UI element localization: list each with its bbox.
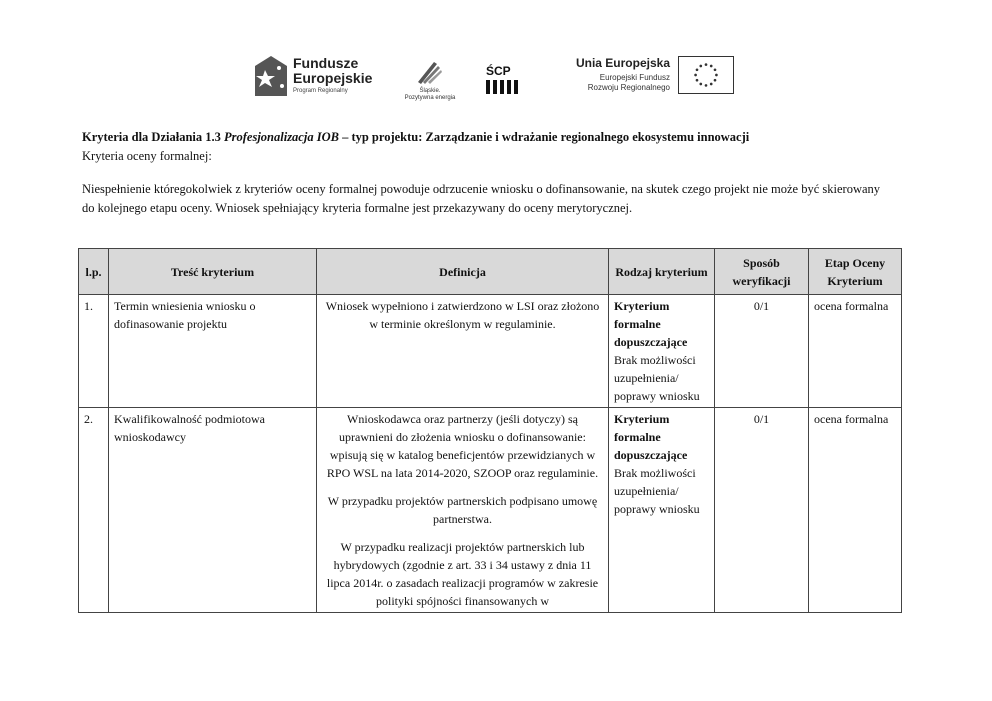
definicja-paragraph: Wnioskodawca oraz partnerzy (jeśli dotyczy) są uprawnieni do złożenia wniosku o dofinansowanie: wpisują się w katalog beneficjentów przewidzianych w RPO WSL na lata 2014-2020, SZOOP oraz regulaminie. xyxy=(326,412,599,480)
cell-sposob: 0/1 xyxy=(715,408,809,613)
cell-tresc: Kwalifikowalność podmiotowa wnioskodawcy xyxy=(109,408,317,613)
table-row xyxy=(79,408,902,613)
ue-line2: Europejski Fundusz xyxy=(599,73,670,82)
header-sposob: Sposób weryfikacji xyxy=(715,249,809,295)
ue-line1: Unia Europejska xyxy=(575,56,670,70)
header-rodzaj: Rodzaj kryterium xyxy=(609,249,715,295)
cell-lp: 1. xyxy=(79,295,109,408)
fundusze-europejskie-logo xyxy=(255,50,385,110)
fundusze-line2: Europejskie xyxy=(293,70,373,86)
fundusze-line3: Program Regionalny xyxy=(293,88,348,94)
definicja-paragraph: W przypadku projektów partnerskich podpisano umowę partnerstwa. xyxy=(327,494,598,526)
eu-flag-icon xyxy=(678,56,734,94)
slaskie-mark-icon xyxy=(414,58,444,86)
slaskie-line1: Śląskie. xyxy=(419,88,441,94)
slaskie-logo xyxy=(402,50,458,110)
cell-definicja xyxy=(317,408,609,613)
title-prefix: Kryteria dla Działania 1.3 xyxy=(82,130,224,144)
document-subtitle: Kryteria oceny formalnej: xyxy=(82,149,212,163)
cell-lp: 2. xyxy=(79,408,109,613)
scp-bars-icon xyxy=(486,80,526,94)
cell-rodzaj xyxy=(609,408,715,613)
scp-logo xyxy=(486,50,546,110)
unia-europejska-logo xyxy=(566,50,738,110)
cell-rodzaj xyxy=(609,295,715,408)
title-suffix: – typ projektu: Zarządzanie i wdrażanie regionalnego ekosystemu innowacji xyxy=(338,130,750,144)
rodzaj-bold: Kryterium formalne dopuszczające xyxy=(614,299,688,349)
table-header-row xyxy=(79,249,902,295)
rodzaj-note: Brak możliwości uzupełnienia/ poprawy wniosku xyxy=(614,466,700,516)
criteria-table xyxy=(78,248,902,613)
slaskie-line2: Pozytywna energia xyxy=(404,95,456,101)
header-definicja: Definicja xyxy=(317,249,609,295)
slaskie-text xyxy=(402,88,458,102)
rodzaj-note: Brak możliwości uzupełnienia/ poprawy wniosku xyxy=(614,353,700,403)
title-italic: Profesjonalizacja IOB xyxy=(224,130,339,144)
ue-subtext xyxy=(566,73,670,93)
header-etap: Etap Oceny Kryterium xyxy=(809,249,902,295)
cell-etap: ocena formalna xyxy=(809,295,902,408)
header-tresc: Treść kryterium xyxy=(109,249,317,295)
cell-etap: ocena formalna xyxy=(809,408,902,613)
fundusze-line1: Fundusze xyxy=(293,55,359,71)
paragraph-gap xyxy=(322,528,603,538)
table-row xyxy=(79,295,902,408)
cell-sposob: 0/1 xyxy=(715,295,809,408)
scp-label: ŚCP xyxy=(486,64,511,78)
definicja-paragraph: W przypadku realizacji projektów partnerskich lub hybrydowych (zgodnie z art. 33 i 34 ustawy z dnia 11 lipca 2014r. o zasadach realizacji programów w zakresie polityki spójności finansowanych w xyxy=(326,540,599,608)
cell-definicja xyxy=(317,295,609,408)
logo-bar xyxy=(0,50,992,110)
fundusze-star-icon xyxy=(255,56,287,96)
definicja-paragraph: Wniosek wypełniono i zatwierdzono w LSI oraz złożono w terminie określonym w regulaminie. xyxy=(325,299,600,331)
document-title xyxy=(82,130,749,145)
header-lp: l.p. xyxy=(79,249,109,295)
cell-tresc: Termin wniesienia wniosku o dofinasowanie projektu xyxy=(109,295,317,408)
intro-paragraph: Niespełnienie któregokolwiek z kryteriów oceny formalnej powoduje odrzucenie wniosku o dofinansowanie, na skutek czego projekt nie może być skierowany do kolejnego etapu oceny. Wniosek spełniający kryteria formalne jest przekazywany do oceny merytorycznej. xyxy=(82,182,881,215)
paragraph-gap xyxy=(322,482,603,492)
ue-line3: Rozwoju Regionalnego xyxy=(587,83,670,92)
rodzaj-bold: Kryterium formalne dopuszczające xyxy=(614,412,688,462)
